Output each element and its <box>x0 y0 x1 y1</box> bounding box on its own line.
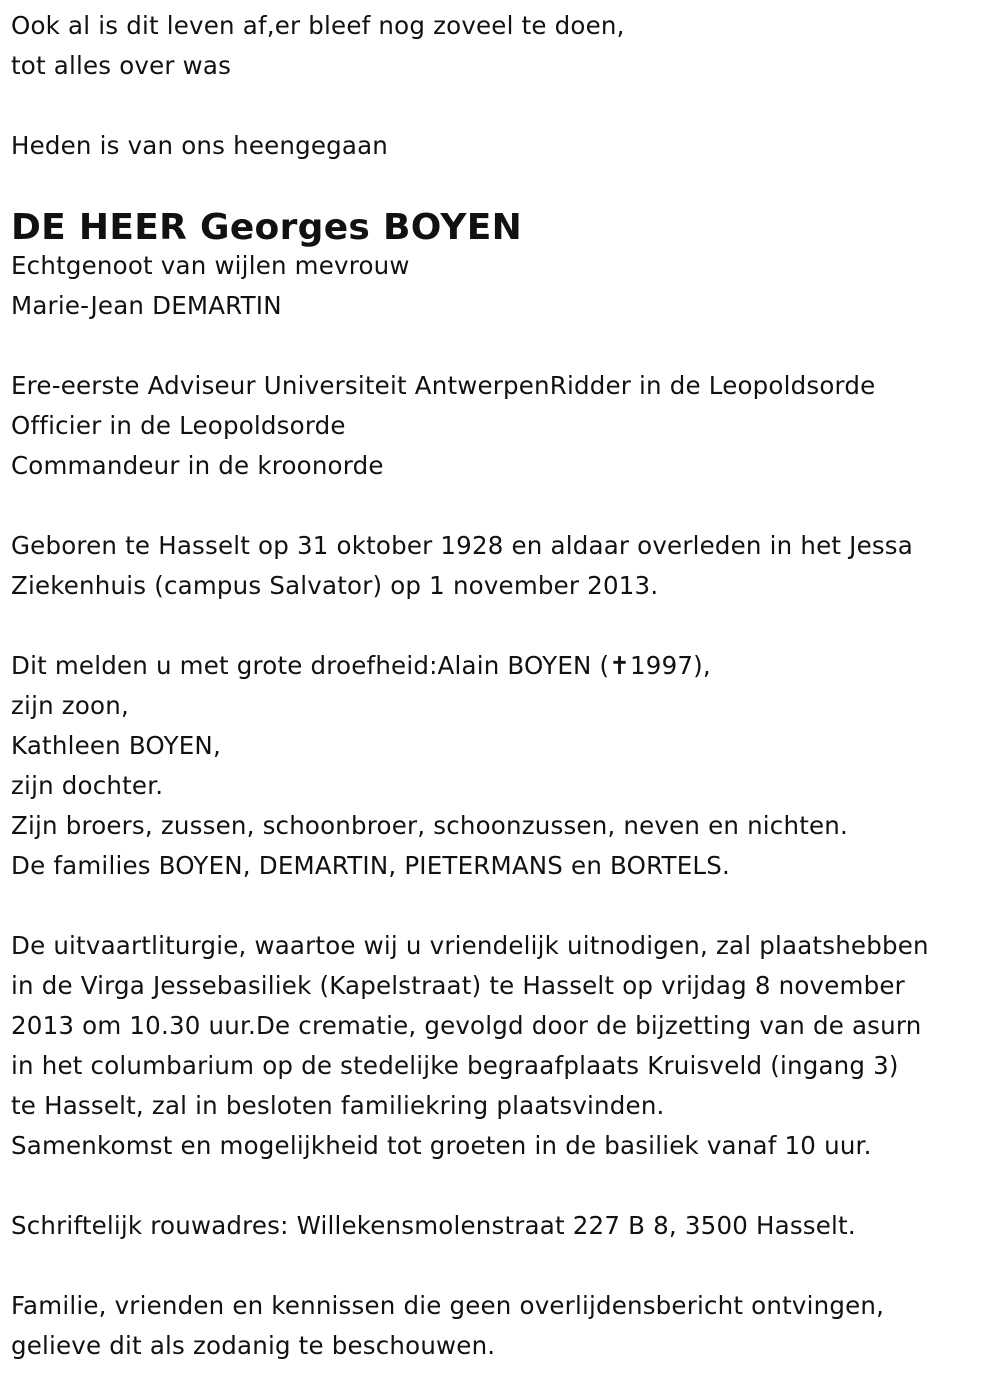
spouse-line-1: Echtgenoot van wijlen mevrouw <box>11 251 410 280</box>
obituary-document <box>11 6 996 1366</box>
family-line: zijn zoon, <box>11 691 129 720</box>
spacer <box>11 886 996 926</box>
birth-death-line-1: Geboren te Hasselt op 31 oktober 1928 en aldaar overleden in het Jessa <box>11 531 913 560</box>
title-line: Officier in de Leopoldsorde <box>11 411 346 440</box>
funeral-line: De uitvaartliturgie, waartoe wij u vriendelijk uitnodigen, zal plaatshebben <box>11 931 929 960</box>
spacer <box>11 1166 996 1206</box>
funeral-line: te Hasselt, zal in besloten familiekring plaatsvinden. <box>11 1091 665 1120</box>
spacer <box>11 606 996 646</box>
spacer <box>11 86 996 126</box>
spacer <box>11 326 996 366</box>
family-line: Dit melden u met grote droefheid:Alain BOYEN (✝1997), <box>11 651 711 680</box>
announcement: Heden is van ons heengegaan <box>11 131 389 160</box>
spouse-line-2: Marie-Jean DEMARTIN <box>11 291 282 320</box>
closing-line-1: Familie, vrienden en kennissen die geen overlijdensbericht ontvingen, <box>11 1291 885 1320</box>
family-line: De families BOYEN, DEMARTIN, PIETERMANS en BORTELS. <box>11 851 730 880</box>
family-line: Zijn broers, zussen, schoonbroer, schoonzussen, neven en nichten. <box>11 811 849 840</box>
closing-line-2: gelieve dit als zodanig te beschouwen. <box>11 1331 496 1360</box>
title-line: Commandeur in de kroonorde <box>11 451 384 480</box>
funeral-line: Samenkomst en mogelijkheid tot groeten in de basiliek vanaf 10 uur. <box>11 1131 872 1160</box>
opening-line-1: Ook al is dit leven af,er bleef nog zoveel te doen, <box>11 11 625 40</box>
spacer <box>11 1246 996 1286</box>
opening-line-2: tot alles over was <box>11 51 232 80</box>
funeral-line: in de Virga Jessebasiliek (Kapelstraat) te Hasselt op vrijdag 8 november <box>11 971 905 1000</box>
funeral-line: 2013 om 10.30 uur.De crematie, gevolgd door de bijzetting van de asurn <box>11 1011 922 1040</box>
mourning-address: Schriftelijk rouwadres: Willekensmolenstraat 227 B 8, 3500 Hasselt. <box>11 1211 856 1240</box>
family-line: zijn dochter. <box>11 771 164 800</box>
deceased-name: DE HEER Georges BOYEN <box>11 207 523 248</box>
birth-death-line-2: Ziekenhuis (campus Salvator) op 1 november 2013. <box>11 571 659 600</box>
funeral-line: in het columbarium op de stedelijke begraafplaats Kruisveld (ingang 3) <box>11 1051 899 1080</box>
family-line: Kathleen BOYEN, <box>11 731 221 760</box>
spacer <box>11 486 996 526</box>
title-line: Ere-eerste Adviseur Universiteit AntwerpenRidder in de Leopoldsorde <box>11 371 876 400</box>
spacer <box>11 166 996 202</box>
